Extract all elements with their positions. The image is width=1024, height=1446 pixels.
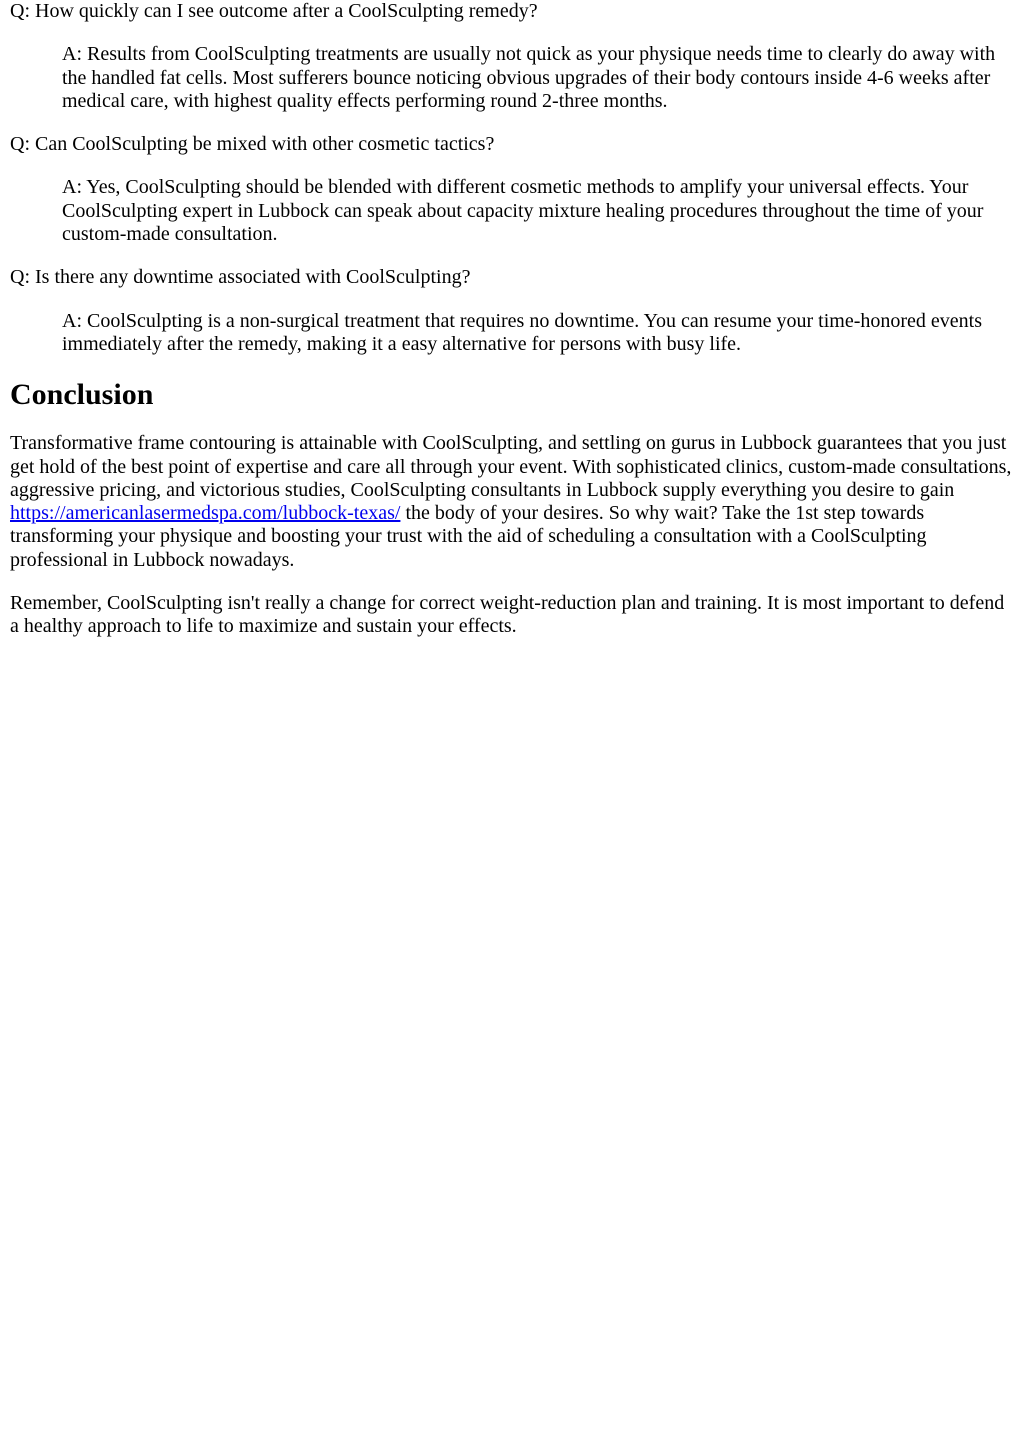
faq-answer: A: Yes, CoolSculpting should be blended with different cosmetic methods to amplify your universal effects. Your CoolSculpting expert in Lubbock can speak about capacity mixture healing procedures throughout the time of your custom-made consultation. <box>62 176 984 246</box>
lubbock-texas-link[interactable]: https://americanlasermedspa.com/lubbock-texas/ <box>10 502 401 525</box>
faq-item <box>10 0 1014 113</box>
faq-answer: A: Results from CoolSculpting treatments are usually not quick as your physique needs time to clearly do away with the handled fat cells. Most sufferers bounce noticing obvious upgrades of their body contours inside 4-6 weeks after medical care, with highest quality effects performing round 2-three months. <box>62 43 996 112</box>
document-page <box>0 0 1024 639</box>
faq-question: Q: How quickly can I see outcome after a CoolSculpting remedy? <box>10 0 538 22</box>
faq-question: Q: Can CoolSculpting be mixed with other cosmetic tactics? <box>10 133 495 156</box>
faq-answer: A: CoolSculpting is a non-surgical treatment that requires no downtime. You can resume your time-honored events immediately after the remedy, making it a easy alternative for persons with busy life. <box>62 309 983 355</box>
conclusion-text-after-link: the body of your desires. So why wait? Take the 1st step towards transforming your physique and boosting your trust with the aid of scheduling a consultation with a CoolSculpting professional in Lubbock nowadays. <box>10 502 927 571</box>
faq-item <box>10 266 1014 356</box>
conclusion-text-before-link: Transformative frame contouring is attainable with CoolSculpting, and settling on gurus in Lubbock guarantees that you just get hold of the best point of expertise and care all through your event. With sophisticated clinics, custom-made consultations, aggressive pricing, and victorious studies, CoolSculpting consultants in Lubbock supply everything you desire to gain <box>10 432 1012 501</box>
faq-question: Q: Is there any downtime associated with CoolSculpting? <box>10 266 471 289</box>
conclusion-paragraph <box>10 432 1014 572</box>
conclusion-heading: Conclusion <box>10 378 154 412</box>
reminder-paragraph: Remember, CoolSculpting isn't really a change for correct weight-reduction plan and training. It is most important to defend a healthy approach to life to maximize and sustain your effects. <box>10 592 1005 638</box>
faq-item <box>10 133 1014 246</box>
